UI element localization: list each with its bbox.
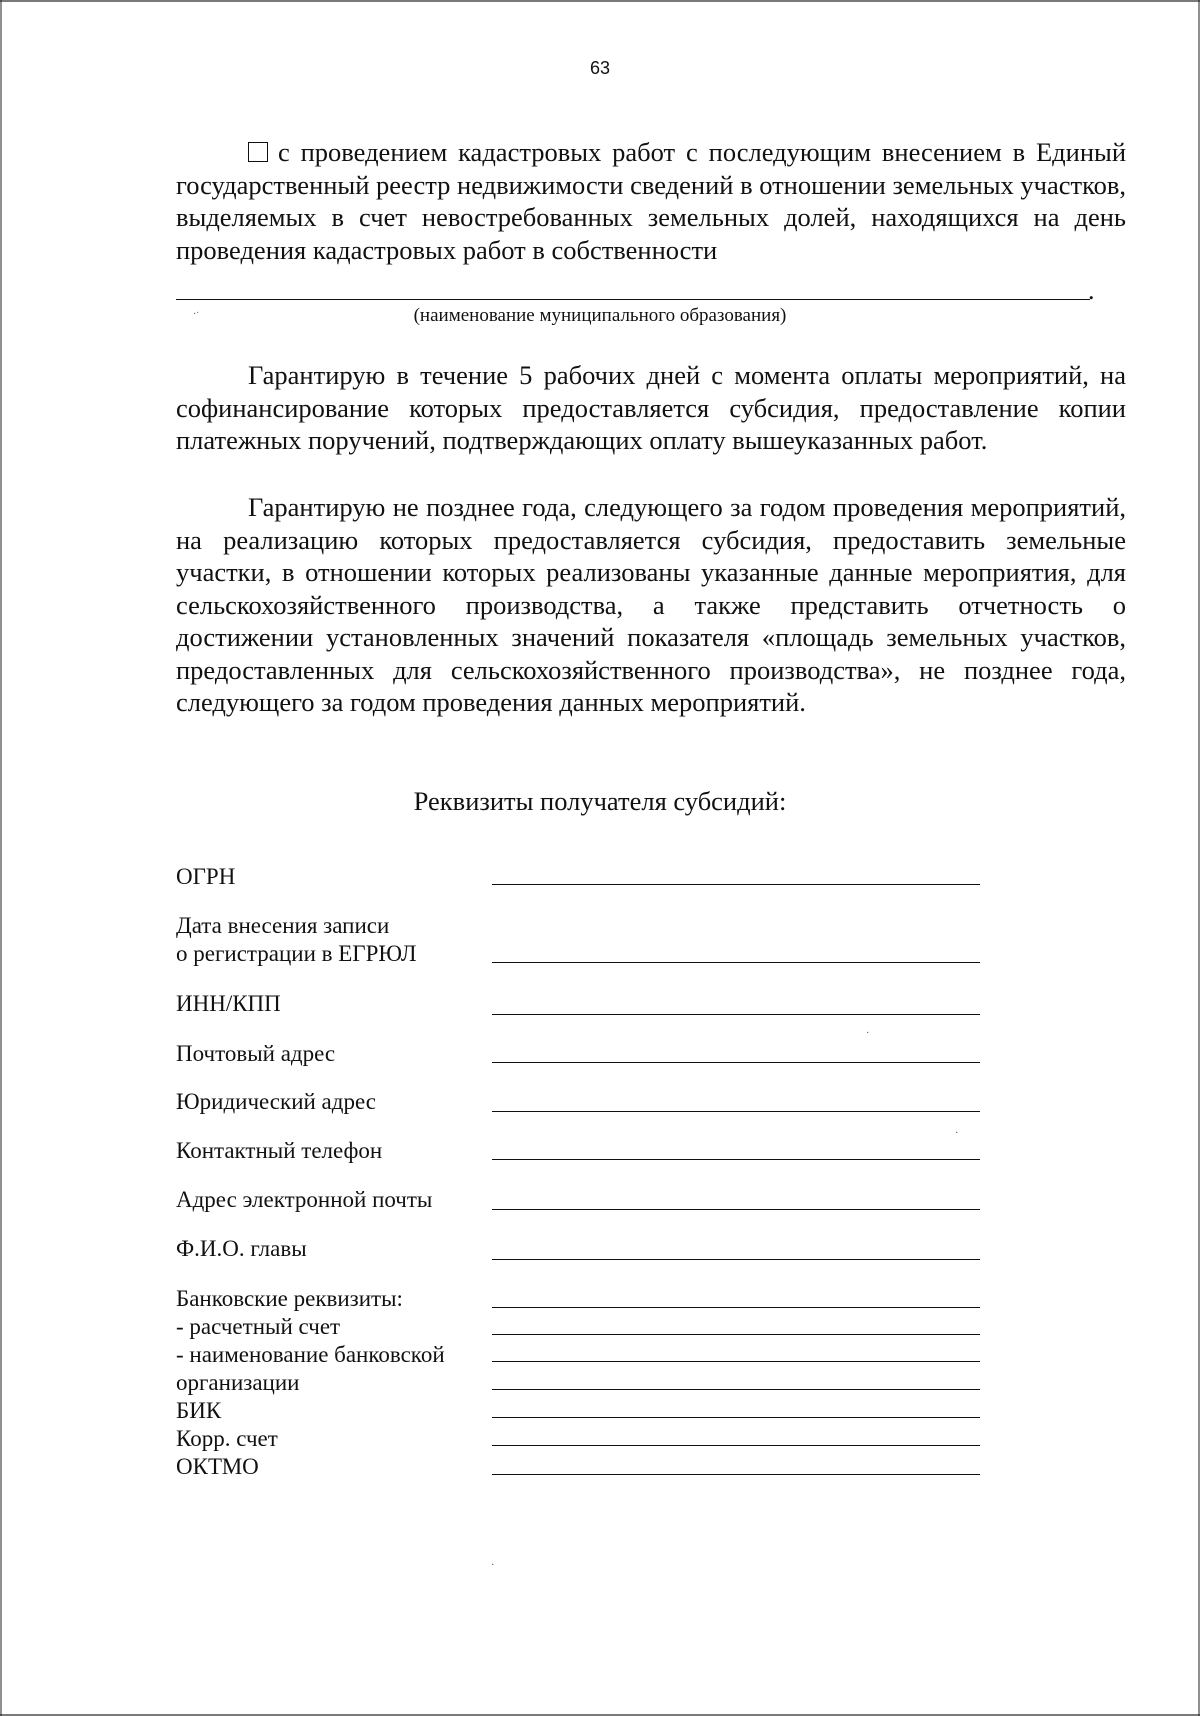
scan-edge-left [0, 0, 2, 1716]
bank-account-field[interactable] [492, 1334, 980, 1335]
checkbox-icon[interactable] [248, 142, 268, 162]
email-field[interactable] [492, 1209, 980, 1210]
paragraph-cadastral-text: с проведением кадастровых работ с последующим внесением в Единый государственный реестр недвижимости сведений в отношении земельных участков, выделяемых в счет невостребованных земельных долей, находящихся на день проведения кадастровых работ в собственности [176, 137, 1126, 265]
paragraph-cadastral [176, 136, 1126, 266]
postal-address-label: Почтовый адрес [176, 1041, 336, 1066]
scan-speck: · [866, 1028, 870, 1039]
bank-title-field[interactable] [492, 1307, 980, 1308]
paragraph-guarantee-1: Гарантирую в течение 5 рабочих дней с момента оплаты мероприятий, на софинансирование которых предоставляется субсидия, предоставление копии платежных поручений, подтверждающих оплату вышеуказанных работ. [176, 360, 1126, 455]
phone-field[interactable] [492, 1159, 980, 1160]
phone-label: Контактный телефон [176, 1138, 383, 1163]
email-label: Адрес электронной почты [176, 1187, 433, 1212]
paragraph-guarantee-2: Гарантирую не позднее года, следующего за годом проведения мероприятий, на реализацию которых предоставляется субсидия, предоставить земельные участки, в отношении которых реализованы указанные данные мероприятия, для сельскохозяйственного производства, а также представить отчетность о достижении установленных значений показателя «площадь земельных участков, предоставленных для сельскохозяйственного производства», не позднее года, следующего за годом проведения данных мероприятий. [176, 492, 1126, 717]
bik-field[interactable] [492, 1417, 980, 1418]
corr-account-label: Корр. счет [176, 1426, 278, 1451]
bank-requisites [176, 1285, 445, 1481]
bank-org-field[interactable] [492, 1389, 980, 1390]
page-number: 63 [589, 58, 611, 78]
legal-address-label: Юридический адрес [176, 1089, 376, 1114]
head-name-label: Ф.И.О. главы [176, 1236, 307, 1261]
scan-speck: · [955, 1128, 959, 1139]
oktmo-label: ОКТМО [176, 1454, 259, 1479]
scan-edge-top [0, 0, 1200, 2]
postal-address-field[interactable] [492, 1062, 980, 1063]
ogrn-label: ОГРН [176, 864, 236, 889]
egrul-label-line2: о регистрации в ЕГРЮЛ [176, 941, 417, 966]
bank-name-field[interactable] [492, 1361, 980, 1362]
scan-speck: · [491, 1560, 495, 1571]
scan-speck: ·ˑ [193, 309, 200, 320]
inn-kpp-field[interactable] [492, 1014, 980, 1015]
legal-address-field[interactable] [492, 1111, 980, 1112]
egrul-label [176, 912, 416, 968]
bank-name-label-line2: организации [176, 1370, 300, 1395]
head-name-field[interactable] [492, 1259, 980, 1260]
corr-account-field[interactable] [492, 1445, 980, 1446]
requisites-heading: Реквизиты получателя субсидий: [413, 786, 787, 816]
municipality-caption: (наименование муниципального образования) [413, 305, 787, 326]
fill-end-mark: . [1088, 276, 1095, 305]
bank-title: Банковские реквизиты: [176, 1286, 403, 1311]
ogrn-field[interactable] [492, 884, 980, 885]
bik-label: БИК [176, 1398, 222, 1423]
bank-name-label-line1: - наименование банковской [176, 1342, 445, 1367]
inn-kpp-label: ИНН/КПП [176, 991, 281, 1016]
egrul-field[interactable] [492, 962, 980, 963]
municipality-fill-line[interactable] [176, 299, 1090, 300]
oktmo-field[interactable] [492, 1474, 980, 1475]
egrul-label-line1: Дата внесения записи [176, 913, 390, 938]
bank-account-label: - расчетный счет [176, 1314, 341, 1339]
